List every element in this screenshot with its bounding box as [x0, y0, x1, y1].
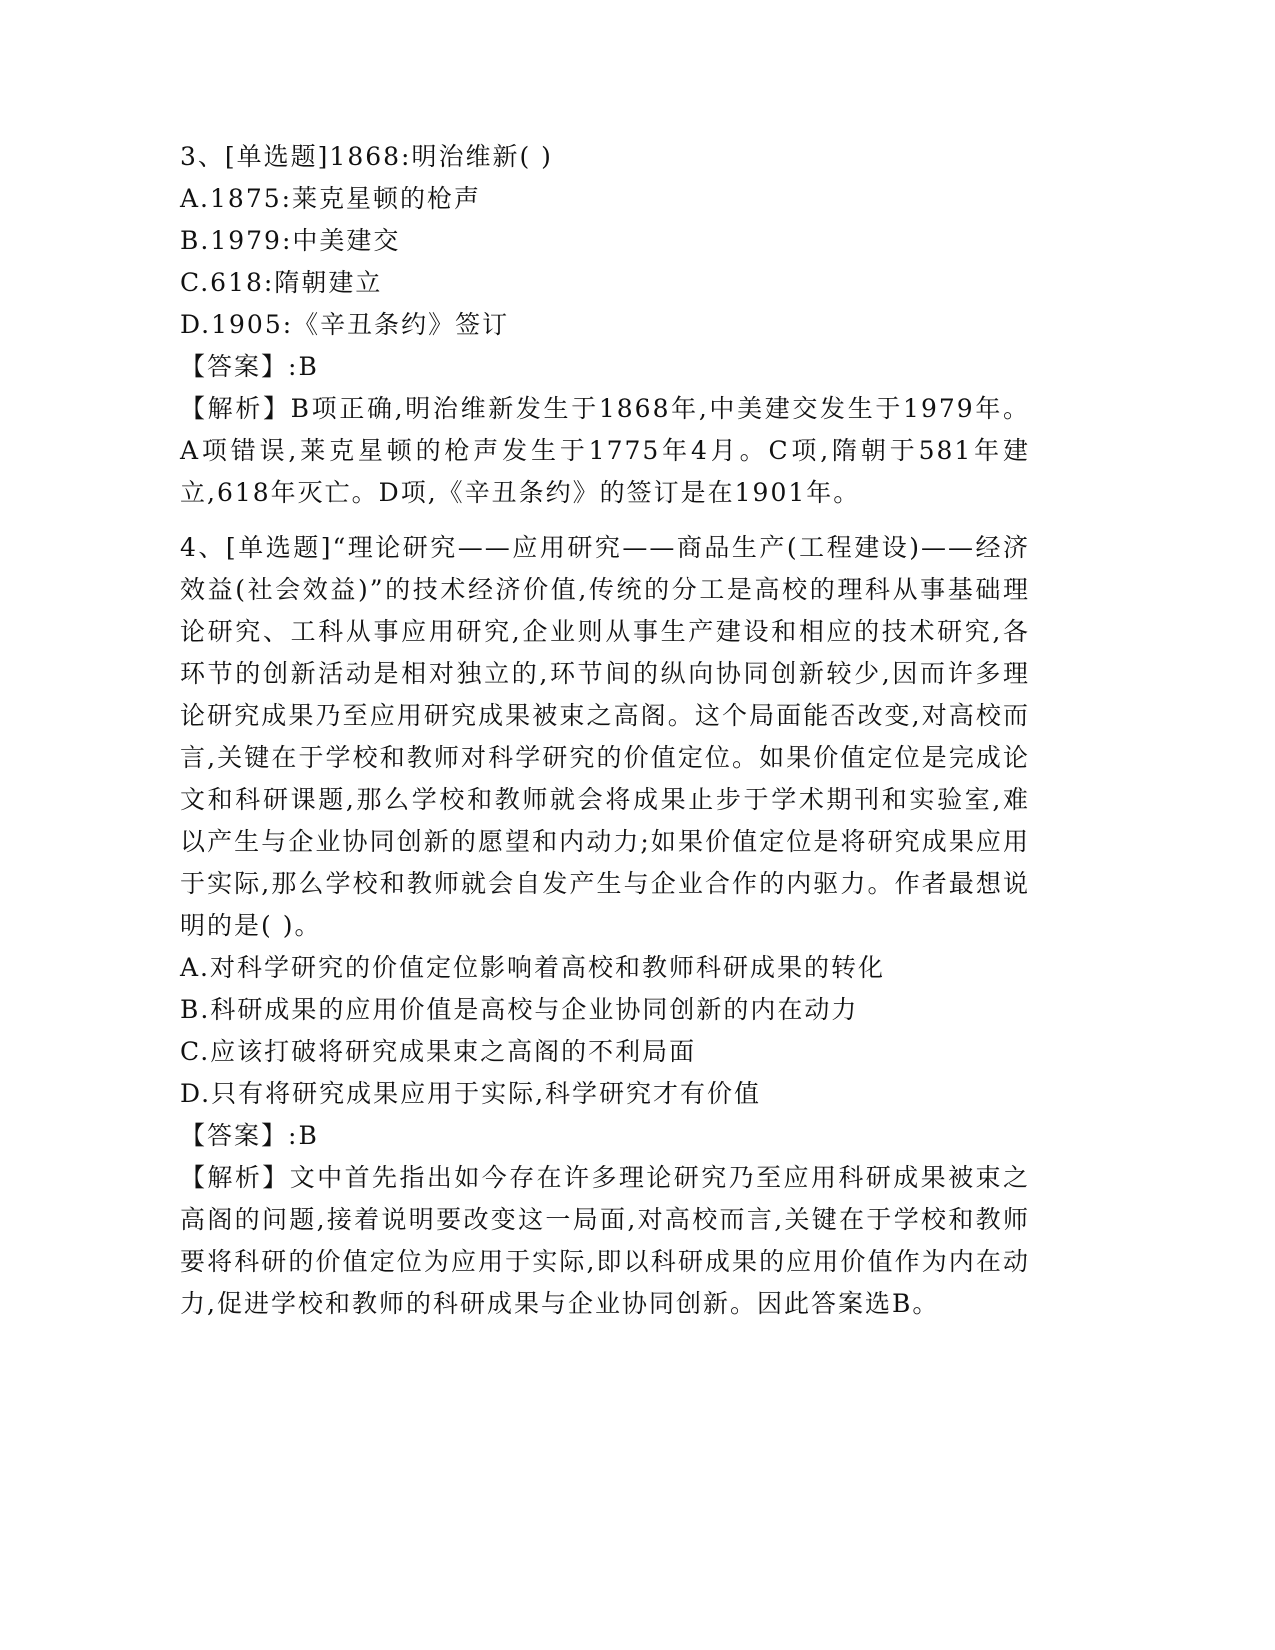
question-stem: 3、[单选题]1868:明治维新( )	[180, 142, 553, 171]
options-list	[180, 947, 1030, 1115]
options-list	[180, 178, 1030, 346]
question-stem: 4、[单选题]“理论研究——应用研究——商品生产(工程建设)——经济效益(社会效益)”的技术经济价值,传统的分工是高校的理科从事基础理论研究、工科从事应用研究,企业则从事生产建设和相应的技术研究,各环节的创新活动是相对独立的,环节间的纵向协同创新较少,因而许多理论研究成果乃至应用研究成果被束之高阁。这个局面能否改变,对高校而言,关键在于学校和教师对科学研究的价值定位。如果价值定位是完成论文和科研课题,那么学校和教师就会将成果止步于学术期刊和实验室,难以产生与企业协同创新的愿望和内动力;如果价值定位是将研究成果应用于实际,那么学校和教师就会自发产生与企业合作的内驱力。作者最想说明的是( )。	[180, 533, 1030, 940]
analysis-label: 【解析】	[180, 394, 291, 423]
answer-value: B	[298, 352, 319, 381]
question-3	[180, 136, 1030, 514]
option-c: C.应该打破将研究成果束之高阁的不利局面	[180, 1037, 697, 1066]
option-c: C.618:隋朝建立	[180, 268, 383, 297]
analysis-text: B项正确,明治维新发生于1868年,中美建交发生于1979年。A项错误,莱克星顿的枪声发生于1775年4月。C项,隋朝于581年建立,618年灭亡。D项,《辛丑条约》的签订是在1901年。	[180, 394, 1030, 507]
answer-value: B	[298, 1121, 319, 1150]
analysis-text: 文中首先指出如今存在许多理论研究乃至应用科研成果被束之高阁的问题,接着说明要改变这一局面,对高校而言,关键在于学校和教师要将科研的价值定位为应用于实际,即以科研成果的应用价值作为内在动力,促进学校和教师的科研成果与企业协同创新。因此答案选B。	[180, 1163, 1030, 1318]
analysis-block	[180, 1157, 1030, 1325]
option-d: D.只有将研究成果应用于实际,科学研究才有价值	[180, 1079, 762, 1108]
option-a: A.1875:莱克星顿的枪声	[180, 184, 482, 213]
option-a: A.对科学研究的价值定位影响着高校和教师科研成果的转化	[180, 953, 886, 982]
option-d: D.1905:《辛丑条约》签订	[180, 310, 510, 339]
answer-label: 【答案】:	[180, 352, 299, 381]
answer-line	[180, 346, 1030, 388]
answer-label: 【答案】:	[180, 1121, 299, 1150]
analysis-label: 【解析】	[180, 1163, 290, 1192]
document-page	[180, 136, 1030, 1338]
answer-line	[180, 1115, 1030, 1157]
analysis-block	[180, 388, 1030, 514]
option-b: B.1979:中美建交	[180, 226, 401, 255]
question-4	[180, 527, 1030, 1325]
option-b: B.科研成果的应用价值是高校与企业协同创新的内在动力	[180, 995, 859, 1024]
